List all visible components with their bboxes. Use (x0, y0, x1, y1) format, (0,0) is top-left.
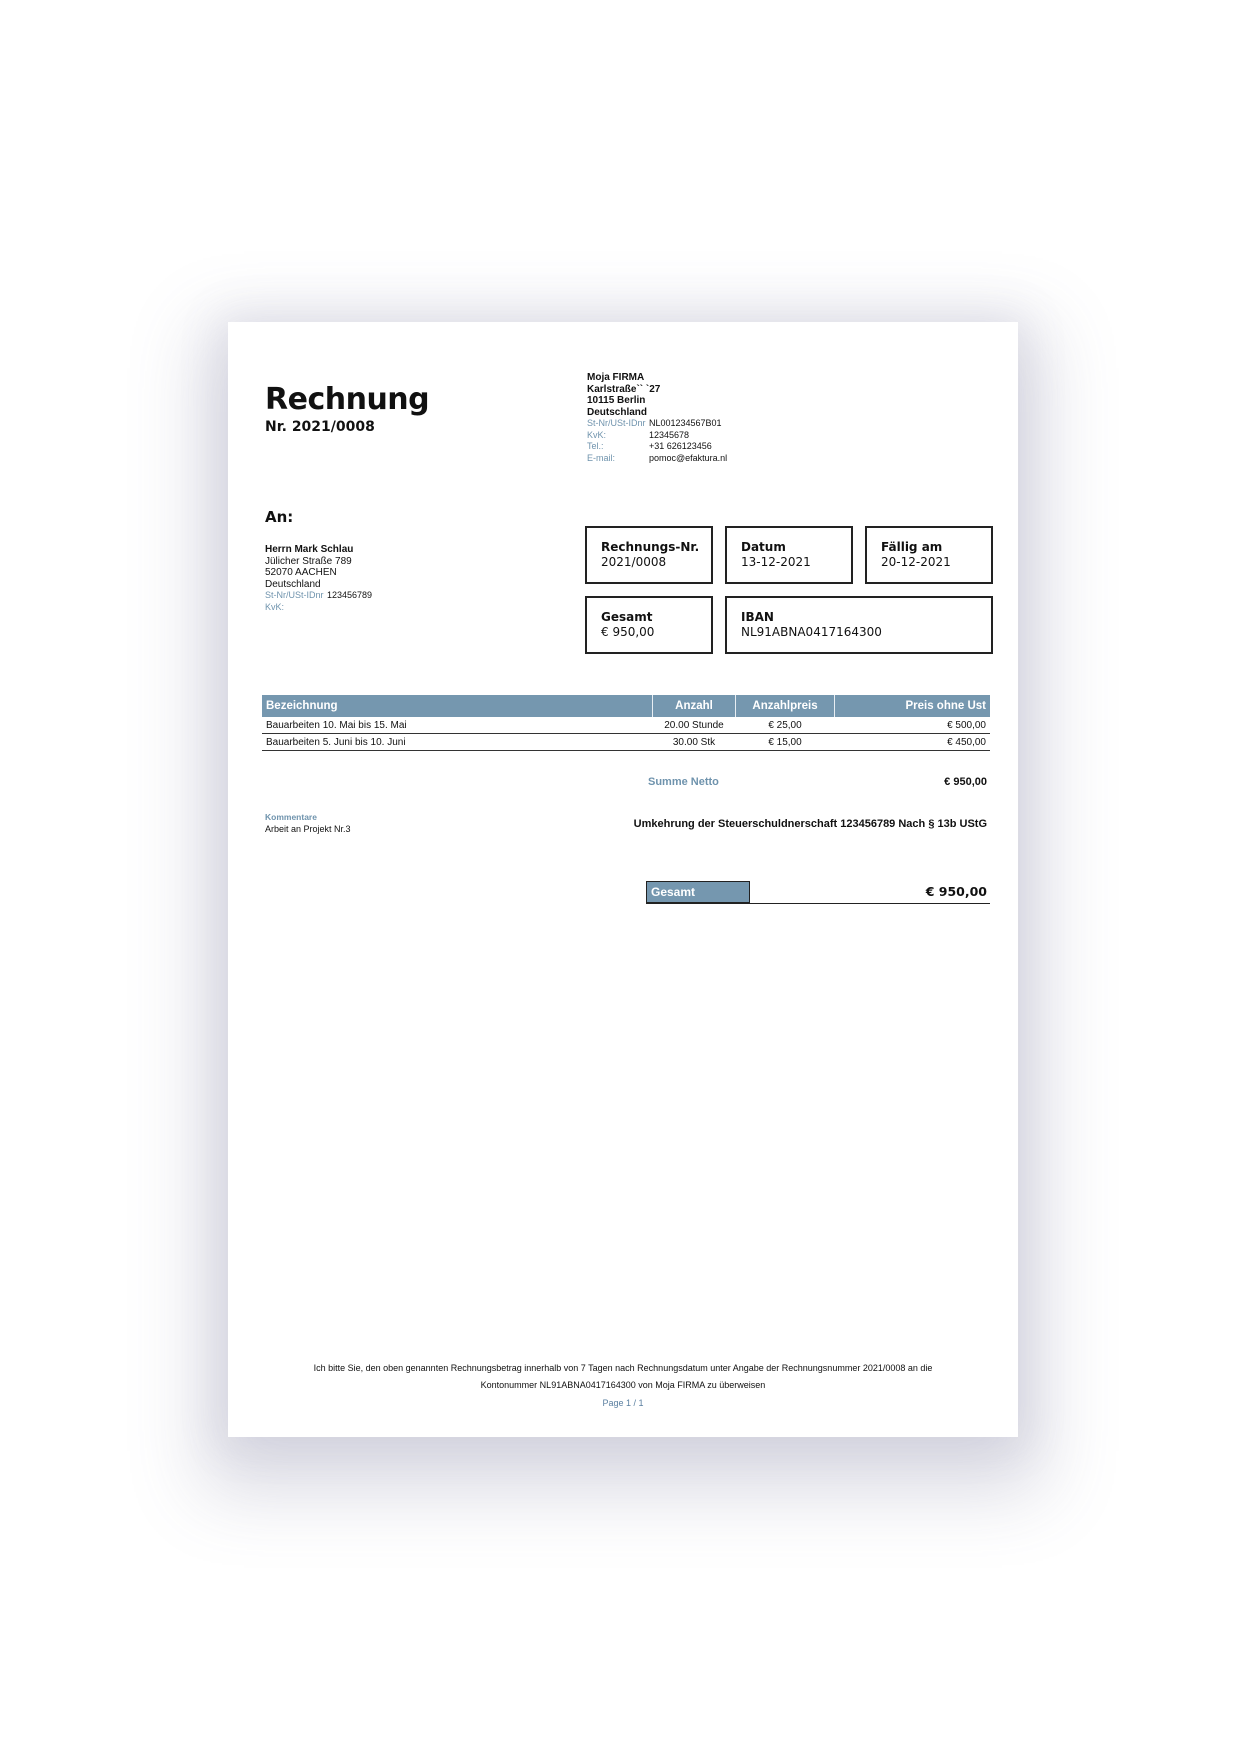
recipient-country: Deutschland (265, 578, 321, 590)
due-date-box (865, 526, 993, 584)
grand-total-row (646, 881, 990, 904)
row-description: Bauarbeiten 5. Juni bis 10. Juni (262, 734, 653, 751)
seller-tel-value: +31 626123456 (649, 441, 712, 451)
seller-vat-label: St-Nr/USt-IDnr (587, 418, 646, 428)
row-unit-price: € 15,00 (736, 734, 835, 751)
payment-instructions-line1: Ich bitte Sie, den oben genannten Rechnungsbetrag innerhalb von 7 Tagen nach Rechnungsdatum unter Angabe der Rechnungsnummer 2021/0008 an die (313, 1363, 933, 1373)
header-description: Bezeichnung (262, 695, 653, 717)
row-net-price: € 500,00 (835, 717, 991, 734)
total-box-value: € 950,00 (601, 625, 655, 639)
iban-value: NL91ABNA0417164300 (741, 625, 882, 639)
total-box (585, 596, 713, 654)
recipient-block (265, 544, 372, 613)
due-date-label: Fällig am (881, 540, 943, 554)
payment-instructions (308, 1360, 938, 1394)
row-description: Bauarbeiten 10. Mai bis 15. Mai (262, 717, 653, 734)
invoice-no-box (585, 526, 713, 584)
seller-tel-label: Tel.: (587, 441, 604, 451)
seller-kvk-label: KvK: (587, 429, 607, 440)
iban-label: IBAN (741, 610, 774, 624)
seller-block (587, 372, 727, 464)
recipient-kvk-label: KvK: (265, 601, 285, 612)
comment-label: Kommentare (265, 812, 317, 822)
iban-box (725, 596, 993, 654)
table-row (262, 717, 990, 734)
invoice-title: Rechnung (265, 382, 430, 417)
header-quantity: Anzahl (653, 695, 736, 717)
invoice-page (228, 322, 1018, 1437)
table-row (262, 734, 990, 751)
seller-email-label: E-mail: (587, 452, 616, 463)
recipient-vat-value: 123456789 (327, 590, 373, 600)
recipient-city: 52070 AACHEN (265, 567, 337, 578)
seller-street: Karlstraße`` `27 (587, 383, 661, 395)
seller-kvk-row (587, 430, 727, 442)
seller-name: Moja FIRMA (587, 372, 645, 383)
items-table (262, 695, 990, 751)
header-net-price: Preis ohne Ust (835, 695, 991, 717)
recipient-vat-label: St-Nr/USt-IDnr (265, 590, 324, 600)
row-quantity: 20.00 Stunde (653, 717, 736, 734)
seller-kvk-value: 12345678 (649, 429, 690, 440)
grand-total-label: Gesamt (646, 881, 750, 903)
seller-email-value: pomoc@efaktura.nl (649, 452, 728, 463)
payment-instructions-line2: Kontonummer NL91ABNA0417164300 von Moja FIRMA zu überweisen (480, 1380, 766, 1390)
recipient-name: Herrn Mark Schlau (265, 544, 354, 555)
header-unit-price: Anzahlpreis (736, 695, 835, 717)
date-box (725, 526, 853, 584)
invoice-no-value: 2021/0008 (601, 555, 667, 569)
invoice-no-label: Rechnungs-Nr. (601, 540, 700, 554)
recipient-vat-row (265, 590, 372, 602)
row-net-price: € 450,00 (835, 734, 991, 751)
recipient-kvk-row (265, 602, 372, 614)
seller-email-row (587, 453, 727, 465)
seller-vat-value: NL001234567B01 (649, 418, 722, 428)
recipient-heading: An: (265, 508, 294, 526)
net-sum-label: Summe Netto (648, 776, 719, 788)
seller-vat-row (587, 418, 727, 430)
row-quantity: 30.00 Stk (653, 734, 736, 751)
due-date-value: 20-12-2021 (881, 555, 951, 569)
date-value: 13-12-2021 (741, 555, 811, 569)
net-sum-value: € 950,00 (944, 776, 987, 788)
seller-city: 10115 Berlin (587, 395, 646, 406)
reverse-charge-note: Umkehrung der Steuerschuldnerschaft 123456789 Nach § 13b UStG (633, 818, 987, 830)
total-box-label: Gesamt (601, 610, 653, 624)
items-header-row (262, 695, 990, 717)
date-label: Datum (741, 540, 786, 554)
comment-text: Arbeit an Projekt Nr.3 (265, 824, 351, 834)
page-number: Page 1 / 1 (602, 1398, 644, 1408)
row-unit-price: € 25,00 (736, 717, 835, 734)
grand-total-value: € 950,00 (925, 884, 987, 899)
invoice-number-line: Nr. 2021/0008 (265, 419, 375, 435)
recipient-street: Jülicher Straße 789 (265, 555, 352, 567)
seller-country: Deutschland (587, 406, 648, 418)
seller-tel-row (587, 441, 727, 453)
